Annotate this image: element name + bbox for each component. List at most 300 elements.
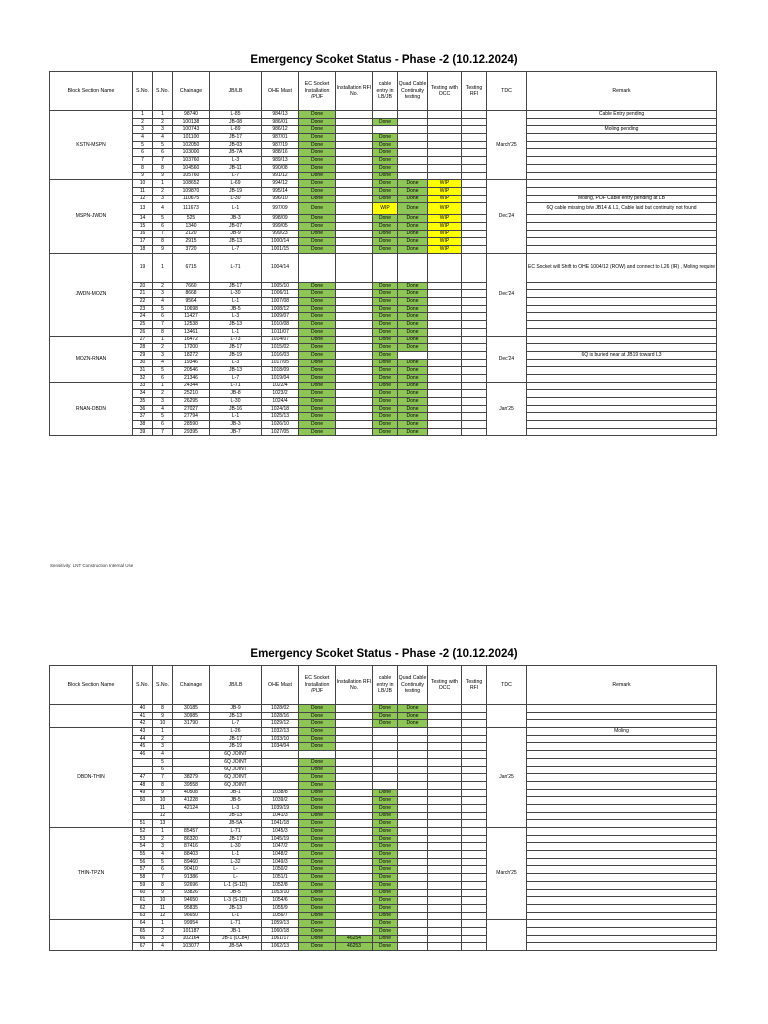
cell-s2: 6 bbox=[153, 222, 173, 230]
cell-rfi bbox=[336, 405, 373, 413]
cell-s2: 4 bbox=[153, 203, 173, 215]
cell-quad: Done bbox=[398, 390, 428, 398]
cell-ec: Done bbox=[299, 215, 336, 223]
cell-ec: Done bbox=[299, 141, 336, 149]
cell-jb: L-3 (S-1D) bbox=[210, 897, 262, 905]
cell-trfi bbox=[462, 187, 487, 195]
cell-ch: 525 bbox=[173, 215, 210, 223]
cell-occ bbox=[428, 835, 462, 843]
cell-trfi bbox=[462, 728, 487, 736]
remark-cell: 6Q is buried near at JB19 toward L3 bbox=[527, 351, 717, 359]
remark-cell bbox=[527, 789, 717, 797]
cell-quad: Done bbox=[398, 336, 428, 344]
cell-ch: 85457 bbox=[173, 828, 210, 836]
cell-s2: 1 bbox=[153, 828, 173, 836]
cell-cab: Done bbox=[373, 222, 398, 230]
cell-mast: 1010/08 bbox=[262, 321, 299, 329]
cell-rfi bbox=[336, 305, 373, 313]
cell-rfi bbox=[336, 804, 373, 812]
table-row bbox=[50, 743, 717, 751]
cell-quad: Done bbox=[398, 413, 428, 421]
column-header: TDC bbox=[487, 72, 527, 111]
cell-occ bbox=[428, 351, 462, 359]
remark-cell bbox=[527, 157, 717, 165]
cell-occ bbox=[428, 735, 462, 743]
block-section-name: KSTN-MSPN bbox=[50, 111, 133, 180]
remark-cell bbox=[527, 413, 717, 421]
table-row bbox=[50, 851, 717, 859]
cell-sn: 65 bbox=[133, 927, 153, 935]
cell-s2: 4 bbox=[153, 134, 173, 142]
cell-s2: 2 bbox=[153, 927, 173, 935]
remark-cell bbox=[527, 428, 717, 436]
cell-sn: 1 bbox=[133, 111, 153, 119]
cell-jb: L-30 bbox=[210, 843, 262, 851]
cell-ch: 1340 bbox=[173, 222, 210, 230]
cell-ch: 7660 bbox=[173, 282, 210, 290]
cell-trfi bbox=[462, 398, 487, 406]
cell-cab: Done bbox=[373, 897, 398, 905]
cell-s2: 3 bbox=[153, 935, 173, 943]
cell-mast: 1001/15 bbox=[262, 246, 299, 254]
cell-mast: 1016/03 bbox=[262, 351, 299, 359]
table-row bbox=[50, 111, 717, 119]
cell-s2: 7 bbox=[153, 230, 173, 238]
cell-cab bbox=[373, 758, 398, 766]
table-row bbox=[50, 874, 717, 882]
remark-cell bbox=[527, 828, 717, 836]
table-row bbox=[50, 157, 717, 165]
cell-mast: 988/16 bbox=[262, 149, 299, 157]
cell-occ bbox=[428, 118, 462, 126]
remark-cell bbox=[527, 758, 717, 766]
cell-ec: Done bbox=[299, 735, 336, 743]
remark-cell bbox=[527, 943, 717, 951]
cell-sn: 61 bbox=[133, 897, 153, 905]
cell-occ: WIP bbox=[428, 180, 462, 188]
cell-rfi bbox=[336, 359, 373, 367]
cell-jb: JB-8 bbox=[210, 390, 262, 398]
cell-quad: Done bbox=[398, 305, 428, 313]
cell-ch: 102164 bbox=[173, 935, 210, 943]
cell-quad bbox=[398, 797, 428, 805]
cell-occ bbox=[428, 382, 462, 390]
cell-s2: 2 bbox=[153, 835, 173, 843]
cell-ch: 2120 bbox=[173, 230, 210, 238]
cell-mast: 1039/2 bbox=[262, 797, 299, 805]
cell-ch: 24344 bbox=[173, 382, 210, 390]
cell-occ bbox=[428, 157, 462, 165]
remark-cell bbox=[527, 774, 717, 782]
cell-s2: 4 bbox=[153, 943, 173, 951]
cell-ec: Done bbox=[299, 920, 336, 928]
cell-rfi bbox=[336, 111, 373, 119]
cell-s2: 7 bbox=[153, 428, 173, 436]
cell-rfi bbox=[336, 858, 373, 866]
table-row bbox=[50, 405, 717, 413]
cell-occ bbox=[428, 920, 462, 928]
cell-quad bbox=[398, 858, 428, 866]
cell-quad bbox=[398, 157, 428, 165]
table-row bbox=[50, 728, 717, 736]
cell-ec: Done bbox=[299, 904, 336, 912]
cell-rfi bbox=[336, 187, 373, 195]
cell-mast: 1028/16 bbox=[262, 712, 299, 720]
table-row bbox=[50, 187, 717, 195]
remark-cell bbox=[527, 851, 717, 859]
cell-jb: L-7 bbox=[210, 246, 262, 254]
cell-occ bbox=[428, 172, 462, 180]
cell-ec: Done bbox=[299, 336, 336, 344]
cell-ch: 111673 bbox=[173, 203, 210, 215]
cell-cab: Done bbox=[373, 804, 398, 812]
cell-ec: Done bbox=[299, 222, 336, 230]
cell-mast: 1005/10 bbox=[262, 282, 299, 290]
cell-trfi bbox=[462, 203, 487, 215]
remark-cell bbox=[527, 935, 717, 943]
cell-cab: Done bbox=[373, 835, 398, 843]
remark-cell bbox=[527, 390, 717, 398]
status-table bbox=[49, 71, 717, 436]
cell-ec: Done bbox=[299, 766, 336, 774]
column-header: Installation RFI No. bbox=[336, 72, 373, 111]
cell-ec: Done bbox=[299, 843, 336, 851]
cell-mast: 1038/8 bbox=[262, 789, 299, 797]
cell-s2: 6 bbox=[153, 866, 173, 874]
cell-trfi bbox=[462, 351, 487, 359]
cell-sn: 26 bbox=[133, 328, 153, 336]
page-title: Emergency Scoket Status - Phase -2 (10.12.2024) bbox=[250, 54, 518, 66]
cell-quad: Done bbox=[398, 203, 428, 215]
cell-rfi bbox=[336, 728, 373, 736]
cell-quad bbox=[398, 897, 428, 905]
remark-cell bbox=[527, 374, 717, 382]
cell-ec: Done bbox=[299, 298, 336, 306]
cell-cab: Done bbox=[373, 157, 398, 165]
cell-rfi bbox=[336, 820, 373, 828]
cell-trfi bbox=[462, 858, 487, 866]
tdc-cell bbox=[487, 705, 527, 728]
table-row bbox=[50, 282, 717, 290]
table-row bbox=[50, 828, 717, 836]
cell-cab: Done bbox=[373, 874, 398, 882]
cell-s2: 7 bbox=[153, 874, 173, 882]
cell-quad: Done bbox=[398, 282, 428, 290]
cell-ec: Done bbox=[299, 943, 336, 951]
cell-jb: JB-07 bbox=[210, 222, 262, 230]
table-row bbox=[50, 118, 717, 126]
cell-ch: 103077 bbox=[173, 943, 210, 951]
block-section-name: THIN-TPZN bbox=[50, 828, 133, 920]
cell-cab: Done bbox=[373, 843, 398, 851]
column-header: cable entry in LB/JB bbox=[373, 666, 398, 705]
cell-trfi bbox=[462, 126, 487, 134]
cell-ec: Done bbox=[299, 195, 336, 203]
cell-jb: L-89 bbox=[210, 126, 262, 134]
cell-mast bbox=[262, 758, 299, 766]
cell-rfi bbox=[336, 781, 373, 789]
cell-trfi bbox=[462, 912, 487, 920]
cell-s2: 4 bbox=[153, 851, 173, 859]
cell-mast: 1045/3 bbox=[262, 828, 299, 836]
remark-cell bbox=[527, 874, 717, 882]
table-row bbox=[50, 246, 717, 254]
remark-cell bbox=[527, 858, 717, 866]
cell-s2: 8 bbox=[153, 328, 173, 336]
cell-ec: Done bbox=[299, 712, 336, 720]
cell-cab: Done bbox=[373, 820, 398, 828]
cell-cab: Done bbox=[373, 912, 398, 920]
cell-rfi bbox=[336, 126, 373, 134]
cell-sn: 22 bbox=[133, 298, 153, 306]
cell-cab: Done bbox=[373, 421, 398, 429]
cell-occ bbox=[428, 367, 462, 375]
cell-jb: L-71 bbox=[210, 382, 262, 390]
cell-trfi bbox=[462, 282, 487, 290]
cell-sn: 31 bbox=[133, 367, 153, 375]
cell-s2: 6 bbox=[153, 313, 173, 321]
cell-quad bbox=[398, 935, 428, 943]
cell-sn: 47 bbox=[133, 774, 153, 782]
cell-s2: 11 bbox=[153, 804, 173, 812]
cell-s2: 2 bbox=[153, 390, 173, 398]
cell-rfi bbox=[336, 164, 373, 172]
cell-cab: Done bbox=[373, 797, 398, 805]
cell-mast bbox=[262, 751, 299, 759]
cell-jb: JB-7A bbox=[210, 149, 262, 157]
cell-ch: 30185 bbox=[173, 705, 210, 713]
cell-quad bbox=[398, 111, 428, 119]
cell-jb: JB-13 bbox=[210, 812, 262, 820]
cell-mast: 987/19 bbox=[262, 141, 299, 149]
cell-occ bbox=[428, 359, 462, 367]
table-row bbox=[50, 927, 717, 935]
table-row bbox=[50, 180, 717, 188]
column-header: Testing RFI bbox=[462, 72, 487, 111]
cell-ch: 27794 bbox=[173, 413, 210, 421]
cell-ch: 98740 bbox=[173, 111, 210, 119]
cell-quad bbox=[398, 912, 428, 920]
cell-ch: 96650 bbox=[173, 912, 210, 920]
cell-rfi bbox=[336, 351, 373, 359]
cell-occ bbox=[428, 149, 462, 157]
cell-mast: 1000/14 bbox=[262, 238, 299, 246]
table-row bbox=[50, 321, 717, 329]
cell-sn: 52 bbox=[133, 828, 153, 836]
remark-cell bbox=[527, 781, 717, 789]
cell-sn: 48 bbox=[133, 781, 153, 789]
cell-cab: Done bbox=[373, 413, 398, 421]
table-row bbox=[50, 843, 717, 851]
cell-rfi bbox=[336, 920, 373, 928]
cell-s2: 8 bbox=[153, 781, 173, 789]
cell-mast: 1022/4 bbox=[262, 382, 299, 390]
tdc-cell: March'25 bbox=[487, 111, 527, 180]
cell-quad bbox=[398, 751, 428, 759]
cell-trfi bbox=[462, 935, 487, 943]
cell-trfi bbox=[462, 405, 487, 413]
cell-jb: L-7 bbox=[210, 172, 262, 180]
cell-cab: Done bbox=[373, 282, 398, 290]
cell-s2: 6 bbox=[153, 766, 173, 774]
table-row bbox=[50, 781, 717, 789]
cell-sn: 21 bbox=[133, 290, 153, 298]
remark-cell bbox=[527, 359, 717, 367]
cell-trfi bbox=[462, 253, 487, 282]
cell-sn: 18 bbox=[133, 246, 153, 254]
cell-ec: Done bbox=[299, 889, 336, 897]
cell-sn: 4 bbox=[133, 134, 153, 142]
cell-occ bbox=[428, 290, 462, 298]
cell-trfi bbox=[462, 215, 487, 223]
cell-quad: Done bbox=[398, 230, 428, 238]
cell-occ bbox=[428, 889, 462, 897]
cell-ec: Done bbox=[299, 866, 336, 874]
remark-cell bbox=[527, 904, 717, 912]
cell-jb: JB-3 bbox=[210, 421, 262, 429]
table-row bbox=[50, 149, 717, 157]
cell-jb: JB-17 bbox=[210, 835, 262, 843]
cell-ec: Done bbox=[299, 820, 336, 828]
cell-s2: 7 bbox=[153, 774, 173, 782]
cell-occ bbox=[428, 405, 462, 413]
cell-cab: Done bbox=[373, 230, 398, 238]
cell-s2: 5 bbox=[153, 858, 173, 866]
remark-cell bbox=[527, 313, 717, 321]
remark-cell bbox=[527, 889, 717, 897]
cell-ch: 89460 bbox=[173, 858, 210, 866]
cell-s2: 10 bbox=[153, 797, 173, 805]
cell-occ bbox=[428, 781, 462, 789]
cell-jb: JB-13 bbox=[210, 712, 262, 720]
cell-occ bbox=[428, 828, 462, 836]
cell-mast: 998/09 bbox=[262, 215, 299, 223]
cell-trfi bbox=[462, 149, 487, 157]
cell-cab: Done bbox=[373, 164, 398, 172]
cell-mast: 987/01 bbox=[262, 134, 299, 142]
cell-cab: Done bbox=[373, 149, 398, 157]
cell-s2: 1 bbox=[153, 382, 173, 390]
cell-ch: 100743 bbox=[173, 126, 210, 134]
column-header: cable entry in LB/JB bbox=[373, 72, 398, 111]
cell-jb: 6Q JOINT bbox=[210, 751, 262, 759]
cell-rfi bbox=[336, 720, 373, 728]
cell-mast: 997/09 bbox=[262, 203, 299, 215]
cell-s2: 11 bbox=[153, 904, 173, 912]
cell-s2: 5 bbox=[153, 305, 173, 313]
cell-mast: 1033/10 bbox=[262, 735, 299, 743]
cell-quad bbox=[398, 164, 428, 172]
cell-quad bbox=[398, 172, 428, 180]
cell-ec: Done bbox=[299, 382, 336, 390]
cell-sn: 19 bbox=[133, 253, 153, 282]
cell-sn: 58 bbox=[133, 874, 153, 882]
remark-cell bbox=[527, 382, 717, 390]
cell-quad: Done bbox=[398, 180, 428, 188]
cell-jb: JB-03 bbox=[210, 141, 262, 149]
table-row bbox=[50, 820, 717, 828]
remark-cell bbox=[527, 820, 717, 828]
cell-quad bbox=[398, 835, 428, 843]
cell-sn: 62 bbox=[133, 904, 153, 912]
cell-rfi bbox=[336, 203, 373, 215]
cell-s2: 5 bbox=[153, 215, 173, 223]
table-row bbox=[50, 835, 717, 843]
tdc-cell: Dec'24 bbox=[487, 336, 527, 382]
table-row bbox=[50, 382, 717, 390]
cell-rfi bbox=[336, 881, 373, 889]
cell-cab: Done bbox=[373, 290, 398, 298]
cell-s2: 8 bbox=[153, 881, 173, 889]
cell-s2: 6 bbox=[153, 149, 173, 157]
cell-cab: Done bbox=[373, 398, 398, 406]
cell-sn bbox=[133, 758, 153, 766]
cell-ch: 103000 bbox=[173, 149, 210, 157]
cell-ec bbox=[299, 751, 336, 759]
cell-jb: JB-19 bbox=[210, 187, 262, 195]
cell-rfi bbox=[336, 851, 373, 859]
cell-quad bbox=[398, 351, 428, 359]
cell-jb: JB-11 bbox=[210, 164, 262, 172]
table-row bbox=[50, 126, 717, 134]
cell-ch: 40508 bbox=[173, 789, 210, 797]
remark-cell: Moling, PIJF Cable entry pending at LB bbox=[527, 195, 717, 203]
block-section-name: RNAN-DBDN bbox=[50, 382, 133, 436]
cell-rfi bbox=[336, 149, 373, 157]
cell-sn: 30 bbox=[133, 359, 153, 367]
cell-trfi bbox=[462, 843, 487, 851]
remark-cell bbox=[527, 766, 717, 774]
column-header: Remark bbox=[527, 72, 717, 111]
cell-sn: 11 bbox=[133, 187, 153, 195]
table-row bbox=[50, 766, 717, 774]
cell-sn: 10 bbox=[133, 180, 153, 188]
column-header: Testing with OCC bbox=[428, 666, 462, 705]
cell-s2: 7 bbox=[153, 321, 173, 329]
remark-cell: Cable Entry pending bbox=[527, 111, 717, 119]
remark-cell bbox=[527, 398, 717, 406]
cell-rfi bbox=[336, 751, 373, 759]
cell-ch: 39558 bbox=[173, 781, 210, 789]
column-header: Chainage bbox=[173, 666, 210, 705]
cell-trfi bbox=[462, 367, 487, 375]
cell-trfi bbox=[462, 157, 487, 165]
cell-quad: Done bbox=[398, 712, 428, 720]
cell-occ bbox=[428, 421, 462, 429]
cell-ec: Done bbox=[299, 927, 336, 935]
table-row bbox=[50, 398, 717, 406]
cell-ec: Done bbox=[299, 858, 336, 866]
cell-sn: 63 bbox=[133, 912, 153, 920]
cell-mast: 1052/8 bbox=[262, 881, 299, 889]
cell-s2: 1 bbox=[153, 920, 173, 928]
cell-sn: 54 bbox=[133, 843, 153, 851]
cell-ch: 99954 bbox=[173, 920, 210, 928]
cell-rfi bbox=[336, 889, 373, 897]
cell-sn: 49 bbox=[133, 789, 153, 797]
cell-jb: L-71 bbox=[210, 253, 262, 282]
cell-s2: 2 bbox=[153, 735, 173, 743]
cell-ch bbox=[173, 820, 210, 828]
cell-ch: 87416 bbox=[173, 843, 210, 851]
cell-rfi bbox=[336, 812, 373, 820]
cell-jb: JB-5 bbox=[210, 797, 262, 805]
cell-mast: 1004/14 bbox=[262, 253, 299, 282]
cell-jb: L-1 bbox=[210, 203, 262, 215]
cell-trfi bbox=[462, 321, 487, 329]
block-section-name bbox=[50, 920, 133, 951]
cell-sn: 67 bbox=[133, 943, 153, 951]
